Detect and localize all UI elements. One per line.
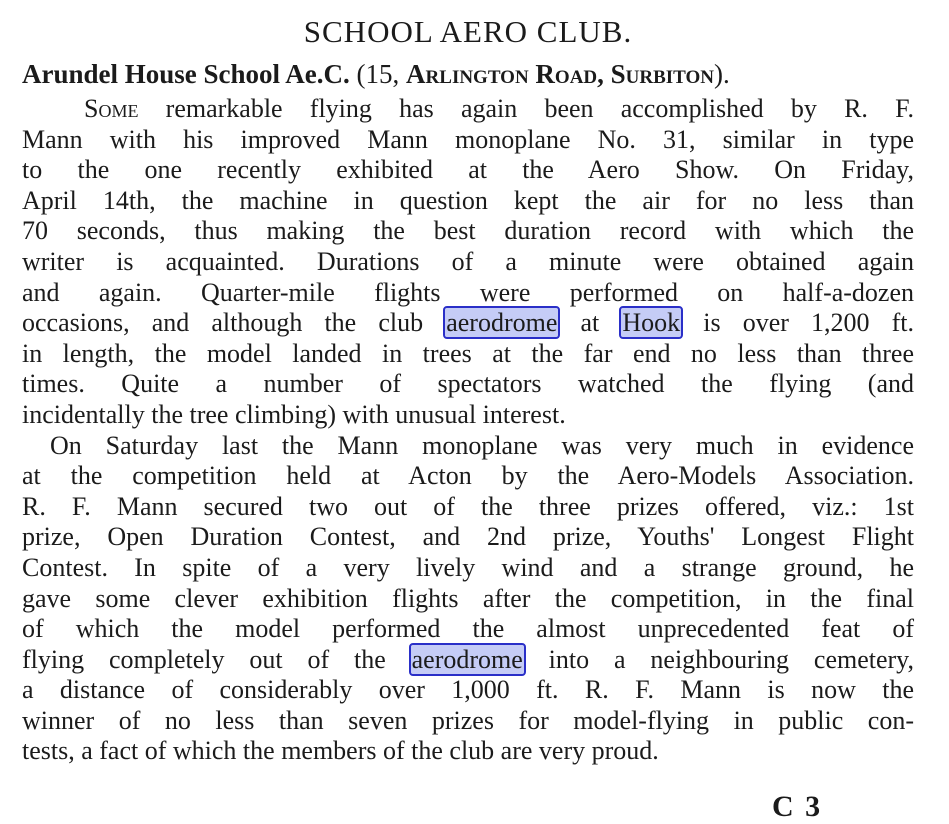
article-subtitle — [22, 56, 914, 92]
club-address: Arlington Road, Surbiton — [406, 59, 714, 89]
article-title: SCHOOL AERO CLUB. — [303, 14, 633, 49]
text-line: 70 seconds, thus making the best duration record with which the — [22, 216, 914, 246]
text-line: and again. Quarter-mile flights were performed on half-a-dozen — [22, 277, 914, 307]
text-line — [22, 308, 914, 339]
paragraph-2 — [22, 431, 914, 768]
text-line: at the competition held at Acton by the Aero-Models Association. — [22, 461, 914, 491]
address-open: (15, — [356, 59, 400, 89]
text-line: to the one recently exhibited at the Aero Show. On Friday, — [22, 155, 914, 185]
page-footer-fragment: C 3 — [772, 790, 823, 823]
text-line — [22, 94, 914, 125]
club-name: Arundel House School Ae.C. — [22, 59, 350, 89]
highlight-aerodrome-2[interactable]: aerodrome — [411, 644, 523, 674]
text-line: R. F. Mann secured two out of the three prizes offered, viz.: 1st — [22, 491, 914, 521]
text-line: in length, the model landed in trees at the far end no less than three — [22, 338, 914, 368]
text-line: tests, a fact of which the members of the club are very proud. — [22, 736, 659, 766]
paragraph-1 — [22, 94, 914, 431]
text-line: April 14th, the machine in question kept the air for no less than — [22, 185, 914, 215]
text-span: remarkable flying has again been accomplished by R. F. — [138, 94, 914, 123]
text-span: into a neighbouring cemetery, — [523, 644, 914, 674]
text-line — [22, 645, 914, 676]
text-span: occasions, and although the club — [22, 308, 446, 338]
text-line: incidentally the tree climbing) with unusual interest. — [22, 399, 566, 429]
text-span: at — [558, 308, 622, 338]
highlight-aerodrome-1[interactable]: aerodrome — [446, 308, 558, 338]
text-line: On Saturday last the Mann monoplane was very much in evidence — [50, 430, 914, 460]
text-line: of which the model performed the almost unprecedented feat of — [22, 614, 914, 644]
text-span: flying completely out of the — [22, 644, 411, 674]
drop-word: Some — [84, 94, 139, 123]
address-close: ). — [714, 59, 730, 89]
text-line: a distance of considerably over 1,000 ft. R. F. Mann is now the — [22, 675, 914, 705]
text-line: Contest. In spite of a very lively wind and a strange ground, he — [22, 552, 914, 582]
text-line: writer is acquainted. Durations of a minute were obtained again — [22, 246, 914, 276]
text-line: times. Quite a number of spectators watched the flying (and — [22, 369, 914, 399]
text-line: winner of no less than seven prizes for model-flying in public con- — [22, 705, 914, 735]
text-line: gave some clever exhibition flights after the competition, in the final — [22, 583, 914, 613]
text-line: Mann with his improved Mann monoplane No. 31, similar in type — [22, 124, 914, 154]
highlight-hook[interactable]: Hook — [622, 308, 681, 338]
article — [22, 12, 914, 767]
text-line: prize, Open Duration Contest, and 2nd prize, Youths' Longest Flight — [22, 522, 914, 552]
text-span: is over 1,200 ft. — [681, 308, 915, 338]
